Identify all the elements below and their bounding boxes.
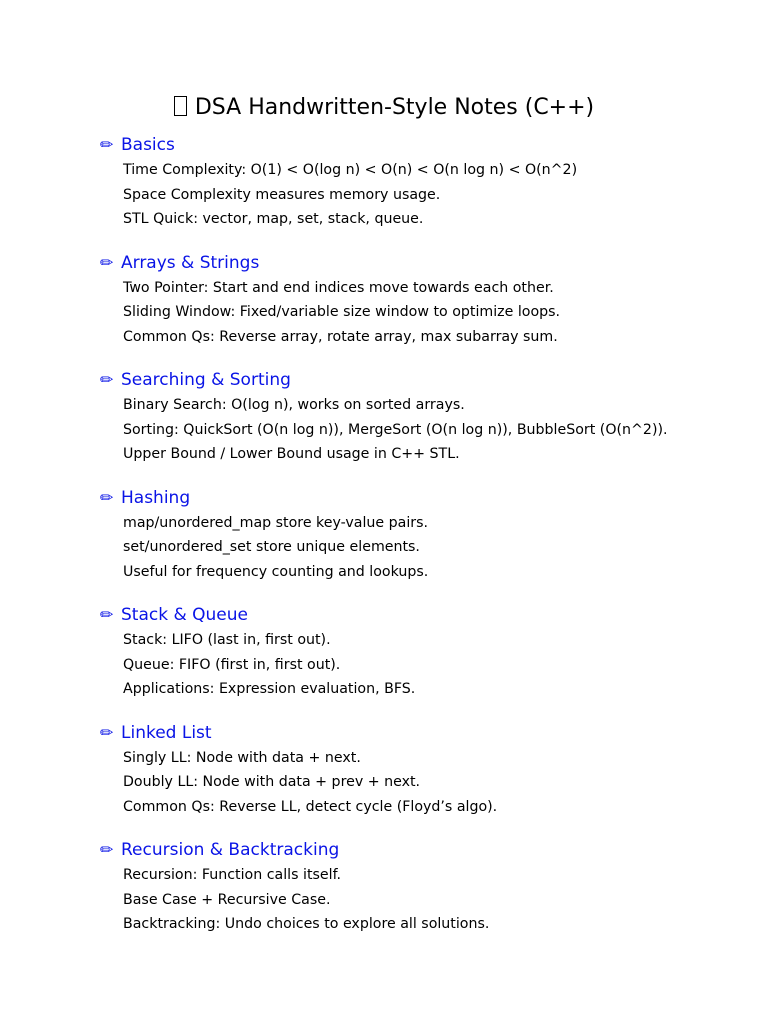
page-title-text: DSA Handwritten-Style Notes (C++): [194, 95, 595, 120]
note-line: Applications: Expression evaluation, BFS.: [123, 681, 416, 697]
note-line: Useful for frequency counting and lookups.: [123, 563, 429, 580]
pencil-icon: ✏: [100, 370, 114, 389]
section-heading-text: Recursion & Backtracking: [121, 840, 340, 860]
note-line: Common Qs: Reverse array, rotate array, max subarray sum.: [123, 328, 558, 345]
page-title: [0, 94, 768, 122]
section-basics: [100, 131, 760, 232]
note-line: Stack: LIFO (last in, first out).: [123, 632, 331, 648]
section-linked-list: [100, 719, 760, 820]
note-line: Time Complexity: O(1) < O(log n) < O(n) < O(n log n) < O(n^2): [123, 162, 578, 178]
section-heading: [100, 249, 760, 276]
section-stack-queue: [100, 601, 760, 702]
section-heading: [100, 131, 760, 158]
section-heading-text: Basics: [121, 135, 175, 155]
missing-glyph-icon: [174, 96, 187, 116]
section-heading: [100, 836, 760, 863]
note-line: Recursion: Function calls itself.: [123, 867, 342, 883]
note-line: Space Complexity measures memory usage.: [123, 186, 441, 203]
pencil-icon: ✏: [100, 605, 114, 624]
note-line: set/unordered_set store unique elements.: [123, 539, 420, 555]
note-line: Singly LL: Node with data + next.: [123, 749, 361, 766]
section-heading: [100, 484, 760, 511]
section-heading-text: Stack & Queue: [121, 605, 248, 625]
pencil-icon: ✏: [100, 722, 114, 742]
note-line: Queue: FIFO (first in, first out).: [123, 656, 341, 673]
note-line: STL Quick: vector, map, set, stack, queue.: [123, 211, 424, 227]
note-line: map/unordered_map store key-value pairs.: [123, 514, 429, 531]
pencil-icon: ✏: [100, 840, 114, 859]
section-recursion-backtracking: [100, 836, 760, 937]
pencil-icon: ✏: [100, 487, 114, 507]
note-line: Base Case + Recursive Case.: [123, 891, 331, 908]
note-line: Common Qs: Reverse LL, detect cycle (Floyd’s algo).: [123, 798, 498, 815]
section-heading: [100, 366, 760, 393]
section-heading: [100, 719, 760, 746]
section-arrays-strings: [100, 249, 760, 350]
note-line: Binary Search: O(log n), works on sorted arrays.: [123, 397, 465, 413]
pencil-icon: ✏: [100, 135, 114, 154]
section-heading-text: Linked List: [121, 722, 212, 743]
section-heading-text: Hashing: [121, 487, 191, 508]
section-heading: [100, 601, 760, 628]
section-heading-text: Searching & Sorting: [121, 370, 291, 390]
note-line: Sliding Window: Fixed/variable size window to optimize loops.: [123, 304, 561, 320]
note-line: Upper Bound / Lower Bound usage in C++ STL.: [123, 446, 460, 462]
note-line: Two Pointer: Start and end indices move towards each other.: [123, 279, 554, 296]
notes-body: [100, 131, 760, 937]
note-line: Sorting: QuickSort (O(n log n)), MergeSort (O(n log n)), BubbleSort (O(n^2)).: [123, 421, 668, 438]
note-line: Backtracking: Undo choices to explore all solutions.: [123, 916, 490, 932]
section-hashing: [100, 484, 760, 585]
section-searching-sorting: [100, 366, 760, 467]
note-line: Doubly LL: Node with data + prev + next.: [123, 774, 421, 790]
pencil-icon: ✏: [100, 252, 114, 272]
section-heading-text: Arrays & Strings: [121, 252, 260, 273]
